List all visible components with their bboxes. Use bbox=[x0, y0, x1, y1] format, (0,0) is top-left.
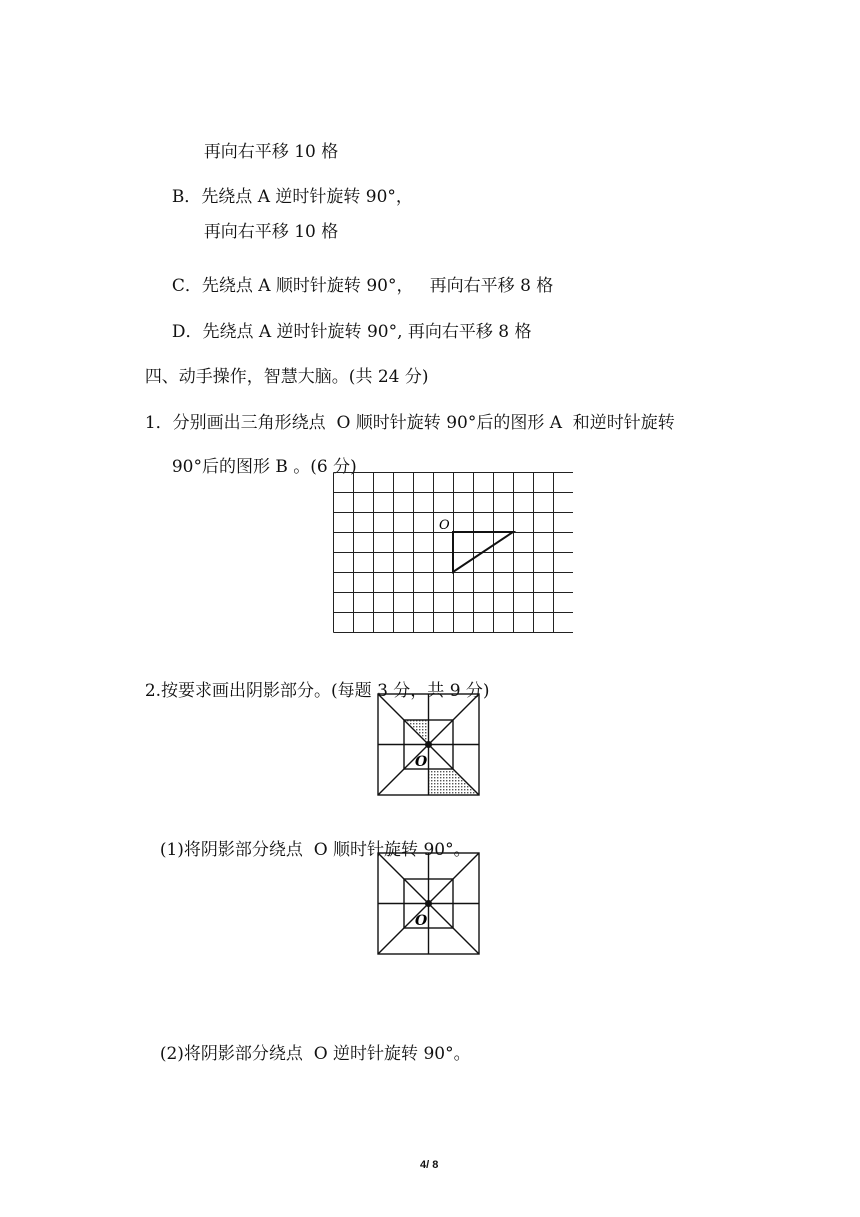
option-d-label: D． bbox=[171, 322, 203, 342]
option-d-text: 先绕点 A 逆时针旋转 90°, 再向右平移 8 格 bbox=[202, 322, 532, 342]
question-1-text: 分别画出三角形绕点 O 顺时针旋转 90°后的图形 A 和逆时针旋转 bbox=[172, 413, 675, 433]
question-1-number: 1． bbox=[144, 413, 173, 433]
option-d bbox=[161, 299, 532, 343]
square-figure-shaded bbox=[377, 693, 481, 797]
question-2-part-2 bbox=[149, 1021, 471, 1065]
option-c-label: C． bbox=[171, 276, 202, 296]
option-b-cont-text: 再向右平移 10 格 bbox=[203, 222, 339, 242]
section-four-text: 四、动手操作，智慧大脑。(共 24 分) bbox=[144, 367, 429, 387]
page-number: 4/ 8 bbox=[420, 1159, 439, 1171]
option-b-text: 先绕点 A 逆时针旋转 90°， bbox=[201, 187, 413, 207]
option-a-continuation bbox=[193, 119, 338, 163]
question-2-part-1-text: (1)将阴影部分绕点 O 顺时针旋转 90°。 bbox=[159, 840, 471, 860]
square2-point-o-label: O bbox=[415, 913, 428, 929]
question-2-part-2-text: (2)将阴影部分绕点 O 逆时针旋转 90°。 bbox=[159, 1044, 471, 1064]
shaded-region-lower bbox=[428, 769, 479, 795]
question-1 bbox=[134, 390, 675, 434]
square1-point-o-label: O bbox=[415, 754, 428, 770]
question-1-cont-text: 90°后的图形 B 。(6 分) bbox=[171, 457, 357, 477]
option-a-cont-text: 再向右平移 10 格 bbox=[203, 142, 339, 162]
rotation-grid-figure bbox=[333, 472, 573, 634]
option-b-continuation bbox=[193, 199, 338, 243]
grid-point-o-label: O bbox=[439, 518, 450, 533]
question-1-continuation bbox=[161, 434, 357, 478]
square-figure-blank bbox=[377, 852, 481, 956]
option-c bbox=[161, 253, 553, 297]
option-b-label: B． bbox=[171, 187, 202, 207]
center-point-o bbox=[425, 741, 432, 748]
section-four-heading bbox=[134, 344, 429, 388]
center-point-o-2 bbox=[425, 900, 432, 907]
option-c-text: 先绕点 A 顺时针旋转 90°， 再向右平移 8 格 bbox=[201, 276, 554, 296]
question-2-text: 2.按要求画出阴影部分。(每题 3 分，共 9 分) bbox=[144, 681, 490, 701]
